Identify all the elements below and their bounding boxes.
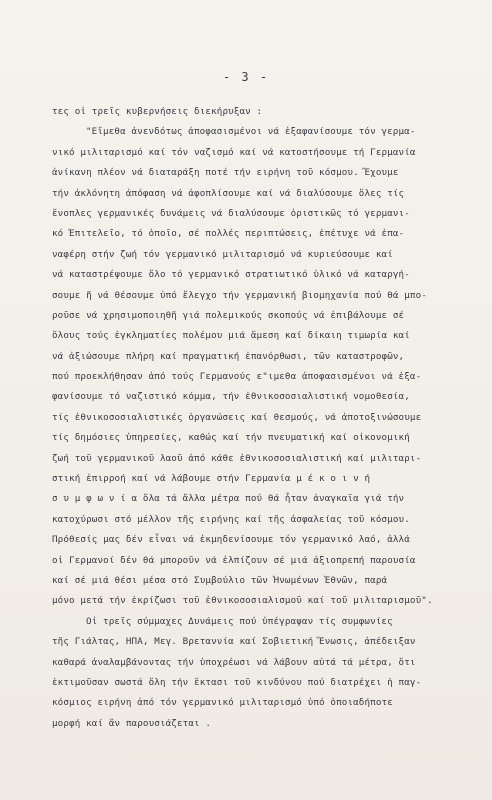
body-text <box>52 102 464 734</box>
text-line: Πρόθεσίς μας δέν εἶναι νά ἐκμηδενίσουμε τόν γερμανικό λαό, ἀλλά <box>52 534 410 546</box>
text-line: ζωή τοῦ γερμανικοῦ λαοῦ ἀπό κάθε ἐθνικοσοσιαλιστική καί μιλιταρι- <box>52 452 422 464</box>
text-line: κό Ἐπιτελεῖο, τό ὁποῖο, σέ πολλές περιπτώσεις, ἐπέτυχε νά ἐπα- <box>52 228 405 240</box>
text-line: ἐκτιμοῦσαν σωστά ὅλη τήν ἔκτασι τοῦ κινδύνου πού διατρέχει ἡ παγ- <box>52 676 422 688</box>
text-line: ἔνοπλες γερμανικές δυνάμεις νά διαλύσουμε ὁριστικῶς τό γερμανι- <box>52 207 410 219</box>
text-line: πού προεκλήθησαν ἀπό τούς Γερμανούς ε"ιμεθα ἀποφασισμένοι νά ἐξα- <box>52 371 422 383</box>
text-line: ἀνίκανη πλέον νά διαταράξη ποτέ τήν ειρήνη τοῦ κόσμου. Ἔχουμε <box>52 167 399 179</box>
text-line: σουμε ἤ νά θέσουμε ὑπό ἔλεγχο τήν γερμανική βιομηχανία πού θά μπο- <box>52 289 427 301</box>
text-line: "Εἴμεθα ἀνενδότως ἀποφασισμένοι νά ἐξαφανίσουμε τόν γερμα- <box>86 126 416 138</box>
text-line: μορφή καί ἄν παρουσιάζεται . <box>52 717 212 729</box>
page-number: - 3 - <box>222 70 270 84</box>
text-line: καί σέ μιά θέσι μέσα στό Συμβούλιο τῶν Ἡνωμένων Ἐθνῶν, παρά <box>52 574 388 586</box>
text-line: νά ἀξιώσουμε πλήρη καί πραγματική ἐπανόρθωσι, τῶν καταστροφῶν, <box>52 350 405 362</box>
text-line: ὅλους τούς ἐγκληματίες πολέμου μιά ἄμεση καί δίκαιη τιμωρία καί <box>52 330 410 342</box>
text-line: τες οἱ τρεῖς κυβερνήσεις διεκήρυξαν : <box>52 106 263 117</box>
text-line: κατοχύρωσι στό μέλλον τῆς ειρήνης καί τῆς ἀσφαλείας τοῦ κόσμου. <box>52 513 410 525</box>
text-line: Οἱ τρεῖς σύμμαχες Δυνάμεις πού ὑπέγραψαν τίς συμφωνίες <box>86 615 393 627</box>
text-line: τήν ἀκλόνητη ἀπόφαση νά ἀφοπλίσουμε καί νά διαλύσουμε ὅλες τίς <box>52 187 405 199</box>
text-line: νά καταστρέψουμε ὅλο τό γερμανικό στρατιωτικό ὑλικό νά καταργή- <box>52 269 410 281</box>
text-line: κόσμιος ειρήνη ἀπό τόν γερμανικό μιλιταρισμό ὑπό ὁποιαδήποτε <box>52 697 393 709</box>
text-line: τίς ἐθνικοσοσιαλιστικές ὀργανώσεις καί θεσμούς, νά ἀποτοξινώσουμε <box>52 411 422 423</box>
text-line: μόνο μετά τήν ἐκρίζωσι τοῦ ἐθνικοσοσιαλισμοῦ καί τοῦ μιλιταρισμοῦ". <box>52 595 433 607</box>
text-line: σ υ μ φ ω ν ί α ὅλα τά ἄλλα μέτρα πού θά ἦταν ἀναγκαῖα γιά τήν <box>52 493 405 505</box>
text-line: τῆς Γιάλτας, ΗΠΑ, Μεγ. Βρεταννία καί Σοβιετική Ἕνωσις, ἀπέδειξαν <box>52 636 416 648</box>
text-line: ροῦσε νά χρησιμοποιηθῆ γιά πολεμικούς σκοπούς νά ἐπιβάλουμε σέ <box>52 309 405 321</box>
text-line: καθαρά ἀναλαμβάνοντας τήν ὑποχρέωσι νά λάβουν αὐτά τά μέτρα, ὅτι <box>52 656 416 668</box>
text-line: στική ἐπιρροή καί νά λάβουμε στήν Γερμανία μ έ κ ο ι ν ή <box>52 473 371 485</box>
text-line: νικό μιλιταρισμό καί τόν ναζισμό καί νά κατοστήσουμε τή Γερμανία <box>52 146 416 158</box>
text-line: φανίσουμε τό ναζιστικό κόμμα, τήν ἐθνικοσοσιαλιστική νομοθεσία, <box>52 391 410 403</box>
text-line: ναφέρη στήν ζωή τόν γερμανικό μιλιταρισμό νά κυριεύσουμε καί <box>52 248 393 260</box>
text-line: οἱ Γερμανοί δέν θά μποροῦν νά ἐλπίζουν σέ μιά ἀξιοπρεπή παρουσία <box>52 554 416 566</box>
text-line: τίς δημόσιες ὑπηρεσίες, καθώς καί τήν πνευματική καί οἰκονομική <box>52 432 410 444</box>
